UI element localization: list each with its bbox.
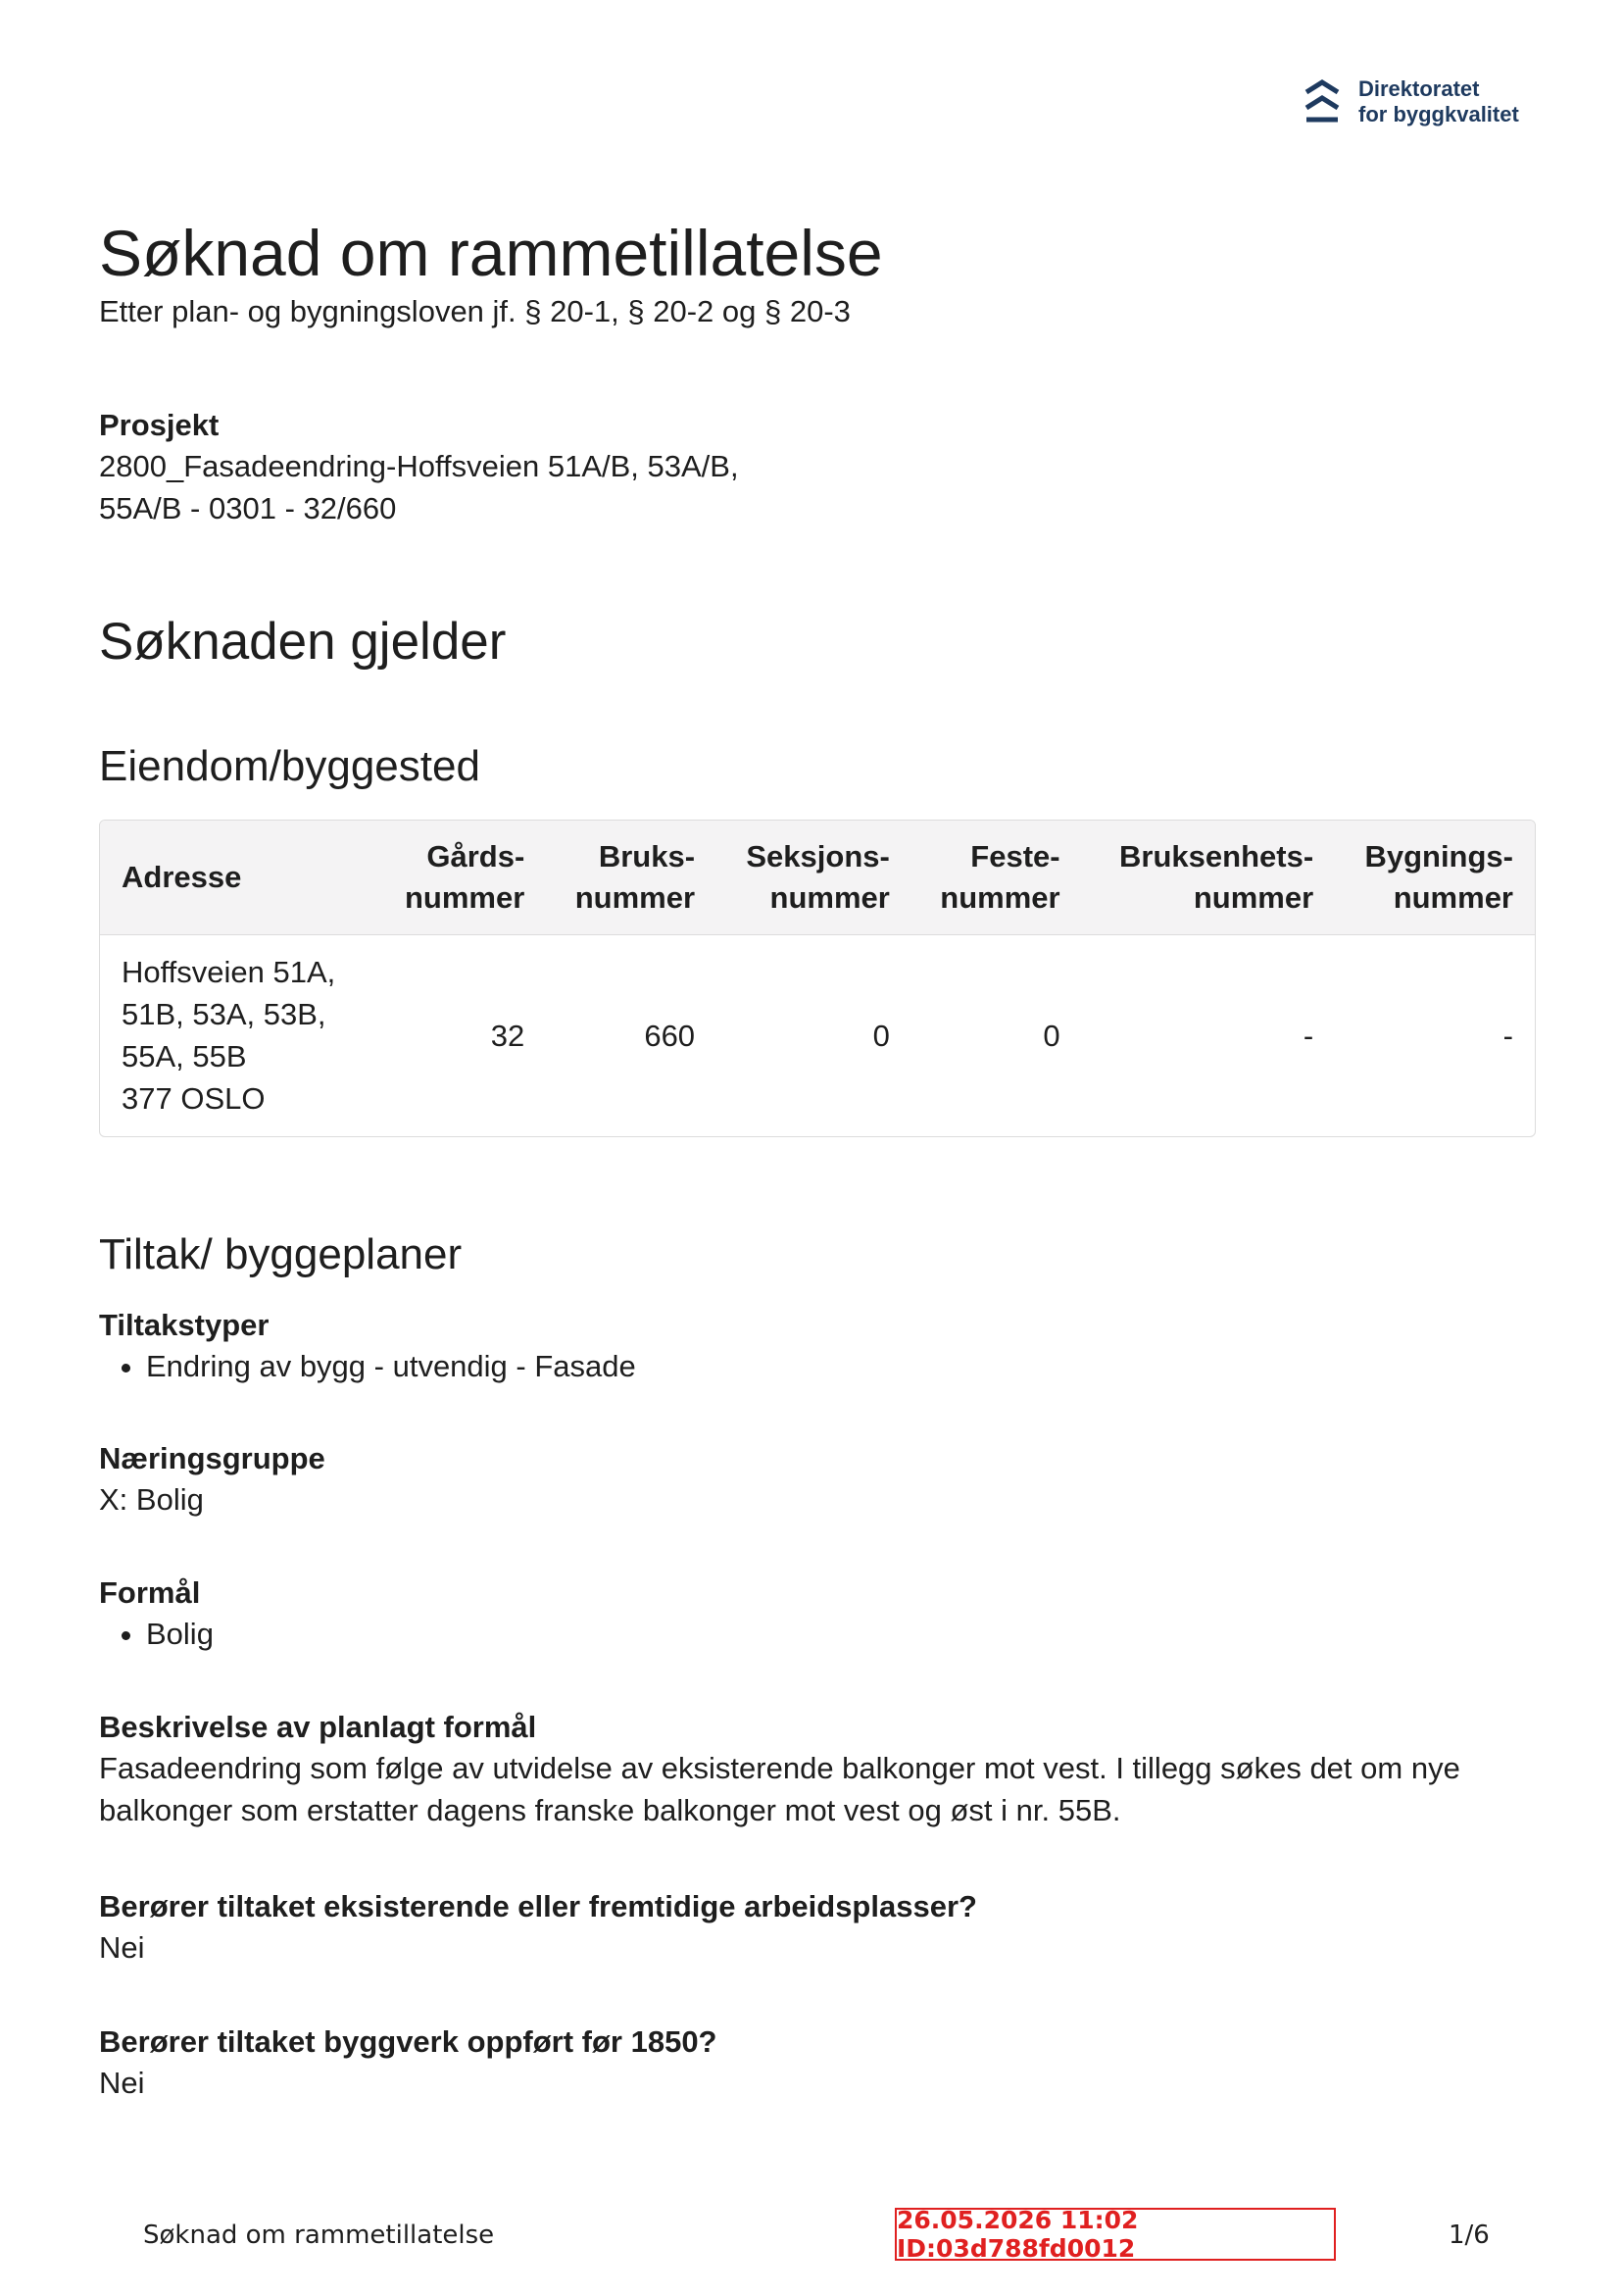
byggverk1850-block — [99, 2022, 1536, 2104]
beskrivelse-label: Beskrivelse av planlagt formål — [99, 1710, 537, 1744]
list-item: • Bolig — [146, 1613, 1536, 1655]
col-header-adresse: Adresse — [122, 859, 242, 894]
table-header-row — [100, 821, 1535, 934]
formal-label: Formål — [99, 1575, 201, 1610]
page-title: Søknad om rammetillatelse — [99, 217, 883, 289]
cell-adresse: Hoffsveien 51A, 51B, 53A, 53B, 55A, 55B 377 OSLO — [122, 955, 336, 1117]
arbeidsplasser-block — [99, 1887, 1536, 1969]
section-heading-tiltak: Tiltak/ byggeplaner — [99, 1230, 463, 1278]
beskrivelse-line-1: Fasadeendring som følge av utvidelse av eksisterende balkonger mot vest. I tillegg søkes det om nye — [99, 1751, 1460, 1785]
section-heading-soknaden-gjelder: Søknaden gjelder — [99, 613, 507, 671]
submission-stamp — [895, 2208, 1336, 2261]
project-label: Prosjekt — [99, 408, 220, 442]
footer-title: Søknad om rammetillatelse — [143, 2221, 495, 2250]
naeringsgruppe-label: Næringsgruppe — [99, 1441, 325, 1475]
byggverk1850-label: Berører tiltaket byggverk oppført før 1850? — [99, 2024, 717, 2059]
beskrivelse-block — [99, 1708, 1536, 1831]
tiltakstyper-block — [99, 1306, 1536, 1387]
page-subtitle: Etter plan- og bygningsloven jf. § 20-1, § 20-2 og § 20-3 — [99, 294, 851, 328]
logo-line-1: Direktoratet — [1358, 76, 1480, 101]
naeringsgruppe-block — [99, 1439, 1536, 1521]
project-line-2: 55A/B - 0301 - 32/660 — [99, 491, 397, 525]
cell-festenummer: 0 — [1043, 1018, 1060, 1053]
col-header-seksjonsnummer: Seksjons- nummer — [746, 838, 890, 915]
naeringsgruppe-value: X: Bolig — [99, 1482, 204, 1517]
cell-seksjonsnummer: 0 — [872, 1018, 890, 1053]
col-header-festenummer: Feste- nummer — [940, 838, 1060, 915]
col-header-bruksenhetsnummer: Bruksenhets- nummer — [1119, 838, 1314, 915]
list-item: • Endring av bygg - utvendig - Fasade — [146, 1345, 1536, 1387]
logo-line-2: for byggkvalitet — [1358, 102, 1519, 126]
cell-bruksenhetsnummer: - — [1303, 1018, 1314, 1053]
cell-bruksnummer: 660 — [644, 1018, 696, 1053]
project-block — [99, 406, 739, 529]
stamp-text: 26.05.2026 11:02 ID:03d788fd0012 — [897, 2206, 1139, 2263]
cell-gardsnummer: 32 — [490, 1018, 525, 1053]
beskrivelse-line-2: balkonger som erstatter dagens franske balkonger mot vest og øst i nr. 55B. — [99, 1793, 1121, 1827]
byggverk1850-value: Nei — [99, 2066, 145, 2100]
property-table — [99, 820, 1536, 1137]
project-line-1: 2800_Fasadeendring-Hoffsveien 51A/B, 53A/B, — [99, 449, 739, 483]
section-heading-eiendom: Eiendom/byggested — [99, 742, 480, 790]
logo-text — [1358, 76, 1519, 127]
page-number: 1/6 — [1449, 2221, 1490, 2250]
tiltakstyper-label: Tiltakstyper — [99, 1308, 270, 1342]
col-header-gardsnummer: Gårds- nummer — [404, 838, 525, 915]
col-header-bygningsnummer: Bygnings- nummer — [1364, 838, 1513, 915]
table-row — [100, 934, 1535, 1136]
dibk-logo — [1303, 76, 1519, 127]
arbeidsplasser-label: Berører tiltaket eksisterende eller fremtidige arbeidsplasser? — [99, 1889, 977, 1923]
col-header-bruksnummer: Bruks- nummer — [574, 838, 696, 915]
cell-bygningsnummer: - — [1502, 1018, 1513, 1053]
arbeidsplasser-value: Nei — [99, 1930, 145, 1965]
dibk-logo-icon — [1303, 78, 1341, 125]
formal-block — [99, 1573, 1536, 1655]
